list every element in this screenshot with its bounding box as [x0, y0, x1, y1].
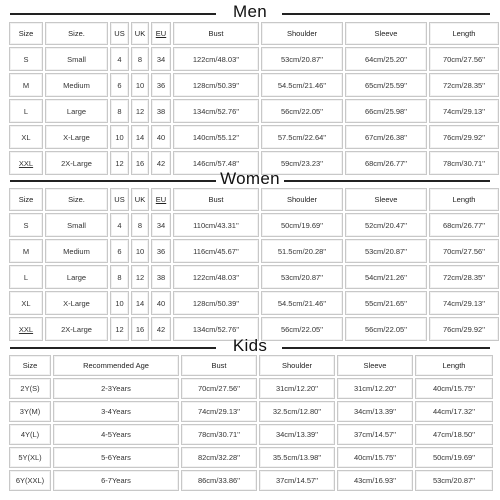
table-cell: X-Large — [45, 125, 108, 149]
column-header: Bust — [173, 188, 259, 211]
table-cell: 34 — [151, 213, 171, 237]
table-cell: XL — [9, 125, 43, 149]
column-header: Bust — [181, 355, 257, 376]
divider-line — [282, 13, 490, 15]
table-cell: 72cm/28.35'' — [429, 73, 499, 97]
column-header: Shoulder — [261, 22, 343, 45]
table-cell: 72cm/28.35'' — [429, 265, 499, 289]
table-cell: 64cm/25.20'' — [345, 47, 427, 71]
table-cell: 66cm/25.98'' — [345, 99, 427, 123]
table-cell: 10 — [131, 239, 149, 263]
column-header: Sleeve — [337, 355, 413, 376]
column-header: Size — [9, 22, 43, 45]
table-cell: 50cm/19.69'' — [415, 447, 493, 468]
table-cell: 44cm/17.32'' — [415, 401, 493, 422]
column-header: Sleeve — [345, 188, 427, 211]
table-cell: 70cm/27.56'' — [429, 239, 499, 263]
table-cell: 2-3Years — [53, 378, 179, 399]
table-cell: 37cm/14.57'' — [337, 424, 413, 445]
table-cell: 10 — [110, 291, 129, 315]
women-heading: Women — [220, 169, 280, 188]
kids-size-table — [7, 353, 495, 493]
column-header: Size — [9, 188, 43, 211]
table-cell: XL — [9, 291, 43, 315]
table-cell: 4 — [110, 213, 129, 237]
table-row — [9, 73, 499, 97]
table-cell: 74cm/29.13'' — [429, 99, 499, 123]
table-cell: 134cm/52.76'' — [173, 99, 259, 123]
table-cell: 3Y(M) — [9, 401, 51, 422]
table-cell: 56cm/22.05'' — [261, 99, 343, 123]
table-cell: 4Y(L) — [9, 424, 51, 445]
table-row — [9, 99, 499, 123]
table-cell: 122cm/48.03'' — [173, 265, 259, 289]
table-cell: 50cm/19.69'' — [261, 213, 343, 237]
table-cell: 54.5cm/21.46'' — [261, 73, 343, 97]
table-cell: 42 — [151, 317, 171, 341]
column-header: UK — [131, 188, 149, 211]
table-cell: XXL — [9, 151, 43, 175]
table-cell: 56cm/22.05'' — [261, 317, 343, 341]
table-cell: X-Large — [45, 291, 108, 315]
table-cell: 34cm/13.39'' — [259, 424, 335, 445]
table-cell: 128cm/50.39'' — [173, 291, 259, 315]
table-cell: 65cm/25.59'' — [345, 73, 427, 97]
table-cell: 128cm/50.39'' — [173, 73, 259, 97]
table-cell: S — [9, 213, 43, 237]
table-cell: 53cm/20.87'' — [261, 265, 343, 289]
table-cell: 16 — [131, 317, 149, 341]
table-cell: 110cm/43.31'' — [173, 213, 259, 237]
table-cell: 8 — [131, 47, 149, 71]
table-row — [9, 470, 493, 491]
table-cell: 34cm/13.39'' — [337, 401, 413, 422]
table-row — [9, 125, 499, 149]
table-cell: 42 — [151, 151, 171, 175]
table-row — [9, 424, 493, 445]
column-header: Bust — [173, 22, 259, 45]
column-header: Length — [429, 188, 499, 211]
table-cell: 34 — [151, 47, 171, 71]
table-row — [9, 291, 499, 315]
column-header: Size. — [45, 188, 108, 211]
table-cell: L — [9, 99, 43, 123]
column-header: Shoulder — [261, 188, 343, 211]
table-cell: 140cm/55.12'' — [173, 125, 259, 149]
table-cell: 35.5cm/13.98'' — [259, 447, 335, 468]
women-size-table — [7, 186, 500, 343]
column-header: Size — [9, 355, 51, 376]
table-cell: 56cm/22.05'' — [345, 317, 427, 341]
table-cell: 12 — [110, 317, 129, 341]
men-heading: Men — [233, 2, 267, 21]
table-cell: Medium — [45, 239, 108, 263]
table-cell: 16 — [131, 151, 149, 175]
table-cell: M — [9, 73, 43, 97]
table-cell: 40cm/15.75'' — [337, 447, 413, 468]
column-header: Length — [415, 355, 493, 376]
table-cell: 32.5cm/12.80'' — [259, 401, 335, 422]
table-cell: 36 — [151, 239, 171, 263]
table-cell: 70cm/27.56'' — [181, 378, 257, 399]
column-header: Sleeve — [345, 22, 427, 45]
table-cell: 78cm/30.71'' — [181, 424, 257, 445]
table-cell: 55cm/21.65'' — [345, 291, 427, 315]
table-cell: 53cm/20.87'' — [345, 239, 427, 263]
table-cell: 8 — [110, 265, 129, 289]
table-cell: 74cm/29.13'' — [429, 291, 499, 315]
table-cell: 43cm/16.93'' — [337, 470, 413, 491]
table-cell: 5Y(XL) — [9, 447, 51, 468]
divider-line — [284, 180, 490, 182]
table-cell: 14 — [131, 291, 149, 315]
table-cell: 31cm/12.20'' — [337, 378, 413, 399]
table-cell: 31cm/12.20'' — [259, 378, 335, 399]
table-cell: S — [9, 47, 43, 71]
table-row — [9, 401, 493, 422]
column-header: Size. — [45, 22, 108, 45]
table-cell: M — [9, 239, 43, 263]
table-cell: 37cm/14.57'' — [259, 470, 335, 491]
table-cell: Medium — [45, 73, 108, 97]
table-cell: 12 — [131, 99, 149, 123]
table-cell: XXL — [9, 317, 43, 341]
column-header: EU — [151, 188, 171, 211]
table-cell: 36 — [151, 73, 171, 97]
table-cell: 51.5cm/20.28'' — [261, 239, 343, 263]
column-header: Length — [429, 22, 499, 45]
table-cell: 14 — [131, 125, 149, 149]
table-cell: 86cm/33.86'' — [181, 470, 257, 491]
table-cell: 116cm/45.67'' — [173, 239, 259, 263]
table-cell: 54cm/21.26'' — [345, 265, 427, 289]
table-cell: 68cm/26.77'' — [429, 213, 499, 237]
table-cell: Large — [45, 265, 108, 289]
table-cell: 53cm/20.87'' — [415, 470, 493, 491]
table-cell: 74cm/29.13'' — [181, 401, 257, 422]
table-cell: 38 — [151, 99, 171, 123]
table-cell: 134cm/52.76'' — [173, 317, 259, 341]
kids-header-row — [9, 355, 493, 376]
table-cell: 6Y(XXL) — [9, 470, 51, 491]
table-cell: 12 — [131, 265, 149, 289]
men-header-row — [9, 22, 499, 45]
table-cell: Small — [45, 47, 108, 71]
table-cell: 47cm/18.50'' — [415, 424, 493, 445]
column-header: Shoulder — [259, 355, 335, 376]
table-cell: 57.5cm/22.64'' — [261, 125, 343, 149]
table-cell: 67cm/26.38'' — [345, 125, 427, 149]
table-cell: 6 — [110, 73, 129, 97]
table-cell: 76cm/29.92'' — [429, 317, 499, 341]
table-row — [9, 47, 499, 71]
table-cell: 59cm/23.23'' — [261, 151, 343, 175]
table-cell: 3-4Years — [53, 401, 179, 422]
table-cell: 122cm/48.03'' — [173, 47, 259, 71]
table-row — [9, 378, 493, 399]
table-cell: 38 — [151, 265, 171, 289]
table-cell: 2X-Large — [45, 317, 108, 341]
table-cell: 76cm/29.92'' — [429, 125, 499, 149]
table-cell: 8 — [131, 213, 149, 237]
column-header: EU — [151, 22, 171, 45]
table-cell: 8 — [110, 99, 129, 123]
table-cell: 4-5Years — [53, 424, 179, 445]
table-row — [9, 265, 499, 289]
men-size-table — [7, 20, 500, 177]
table-cell: 2Y(S) — [9, 378, 51, 399]
table-cell: 5-6Years — [53, 447, 179, 468]
table-cell: 2X-Large — [45, 151, 108, 175]
table-cell: L — [9, 265, 43, 289]
table-row — [9, 239, 499, 263]
table-cell: 54.5cm/21.46'' — [261, 291, 343, 315]
table-cell: 12 — [110, 151, 129, 175]
table-row — [9, 213, 499, 237]
column-header: Recommended Age — [53, 355, 179, 376]
table-cell: 4 — [110, 47, 129, 71]
table-cell: Large — [45, 99, 108, 123]
table-cell: 10 — [110, 125, 129, 149]
table-cell: 6 — [110, 239, 129, 263]
table-cell: 68cm/26.77'' — [345, 151, 427, 175]
table-cell: 40cm/15.75'' — [415, 378, 493, 399]
divider-line — [282, 347, 490, 349]
table-cell: 6-7Years — [53, 470, 179, 491]
table-row — [9, 447, 493, 468]
table-cell: 78cm/30.71'' — [429, 151, 499, 175]
table-cell: 10 — [131, 73, 149, 97]
table-cell: 53cm/20.87'' — [261, 47, 343, 71]
table-cell: 40 — [151, 125, 171, 149]
table-cell: 146cm/57.48'' — [173, 151, 259, 175]
table-cell: 70cm/27.56'' — [429, 47, 499, 71]
column-header: UK — [131, 22, 149, 45]
table-cell: Small — [45, 213, 108, 237]
table-cell: 52cm/20.47'' — [345, 213, 427, 237]
column-header: US — [110, 22, 129, 45]
column-header: US — [110, 188, 129, 211]
kids-heading: Kids — [232, 336, 268, 355]
table-cell: 82cm/32.28'' — [181, 447, 257, 468]
women-header-row — [9, 188, 499, 211]
table-cell: 40 — [151, 291, 171, 315]
